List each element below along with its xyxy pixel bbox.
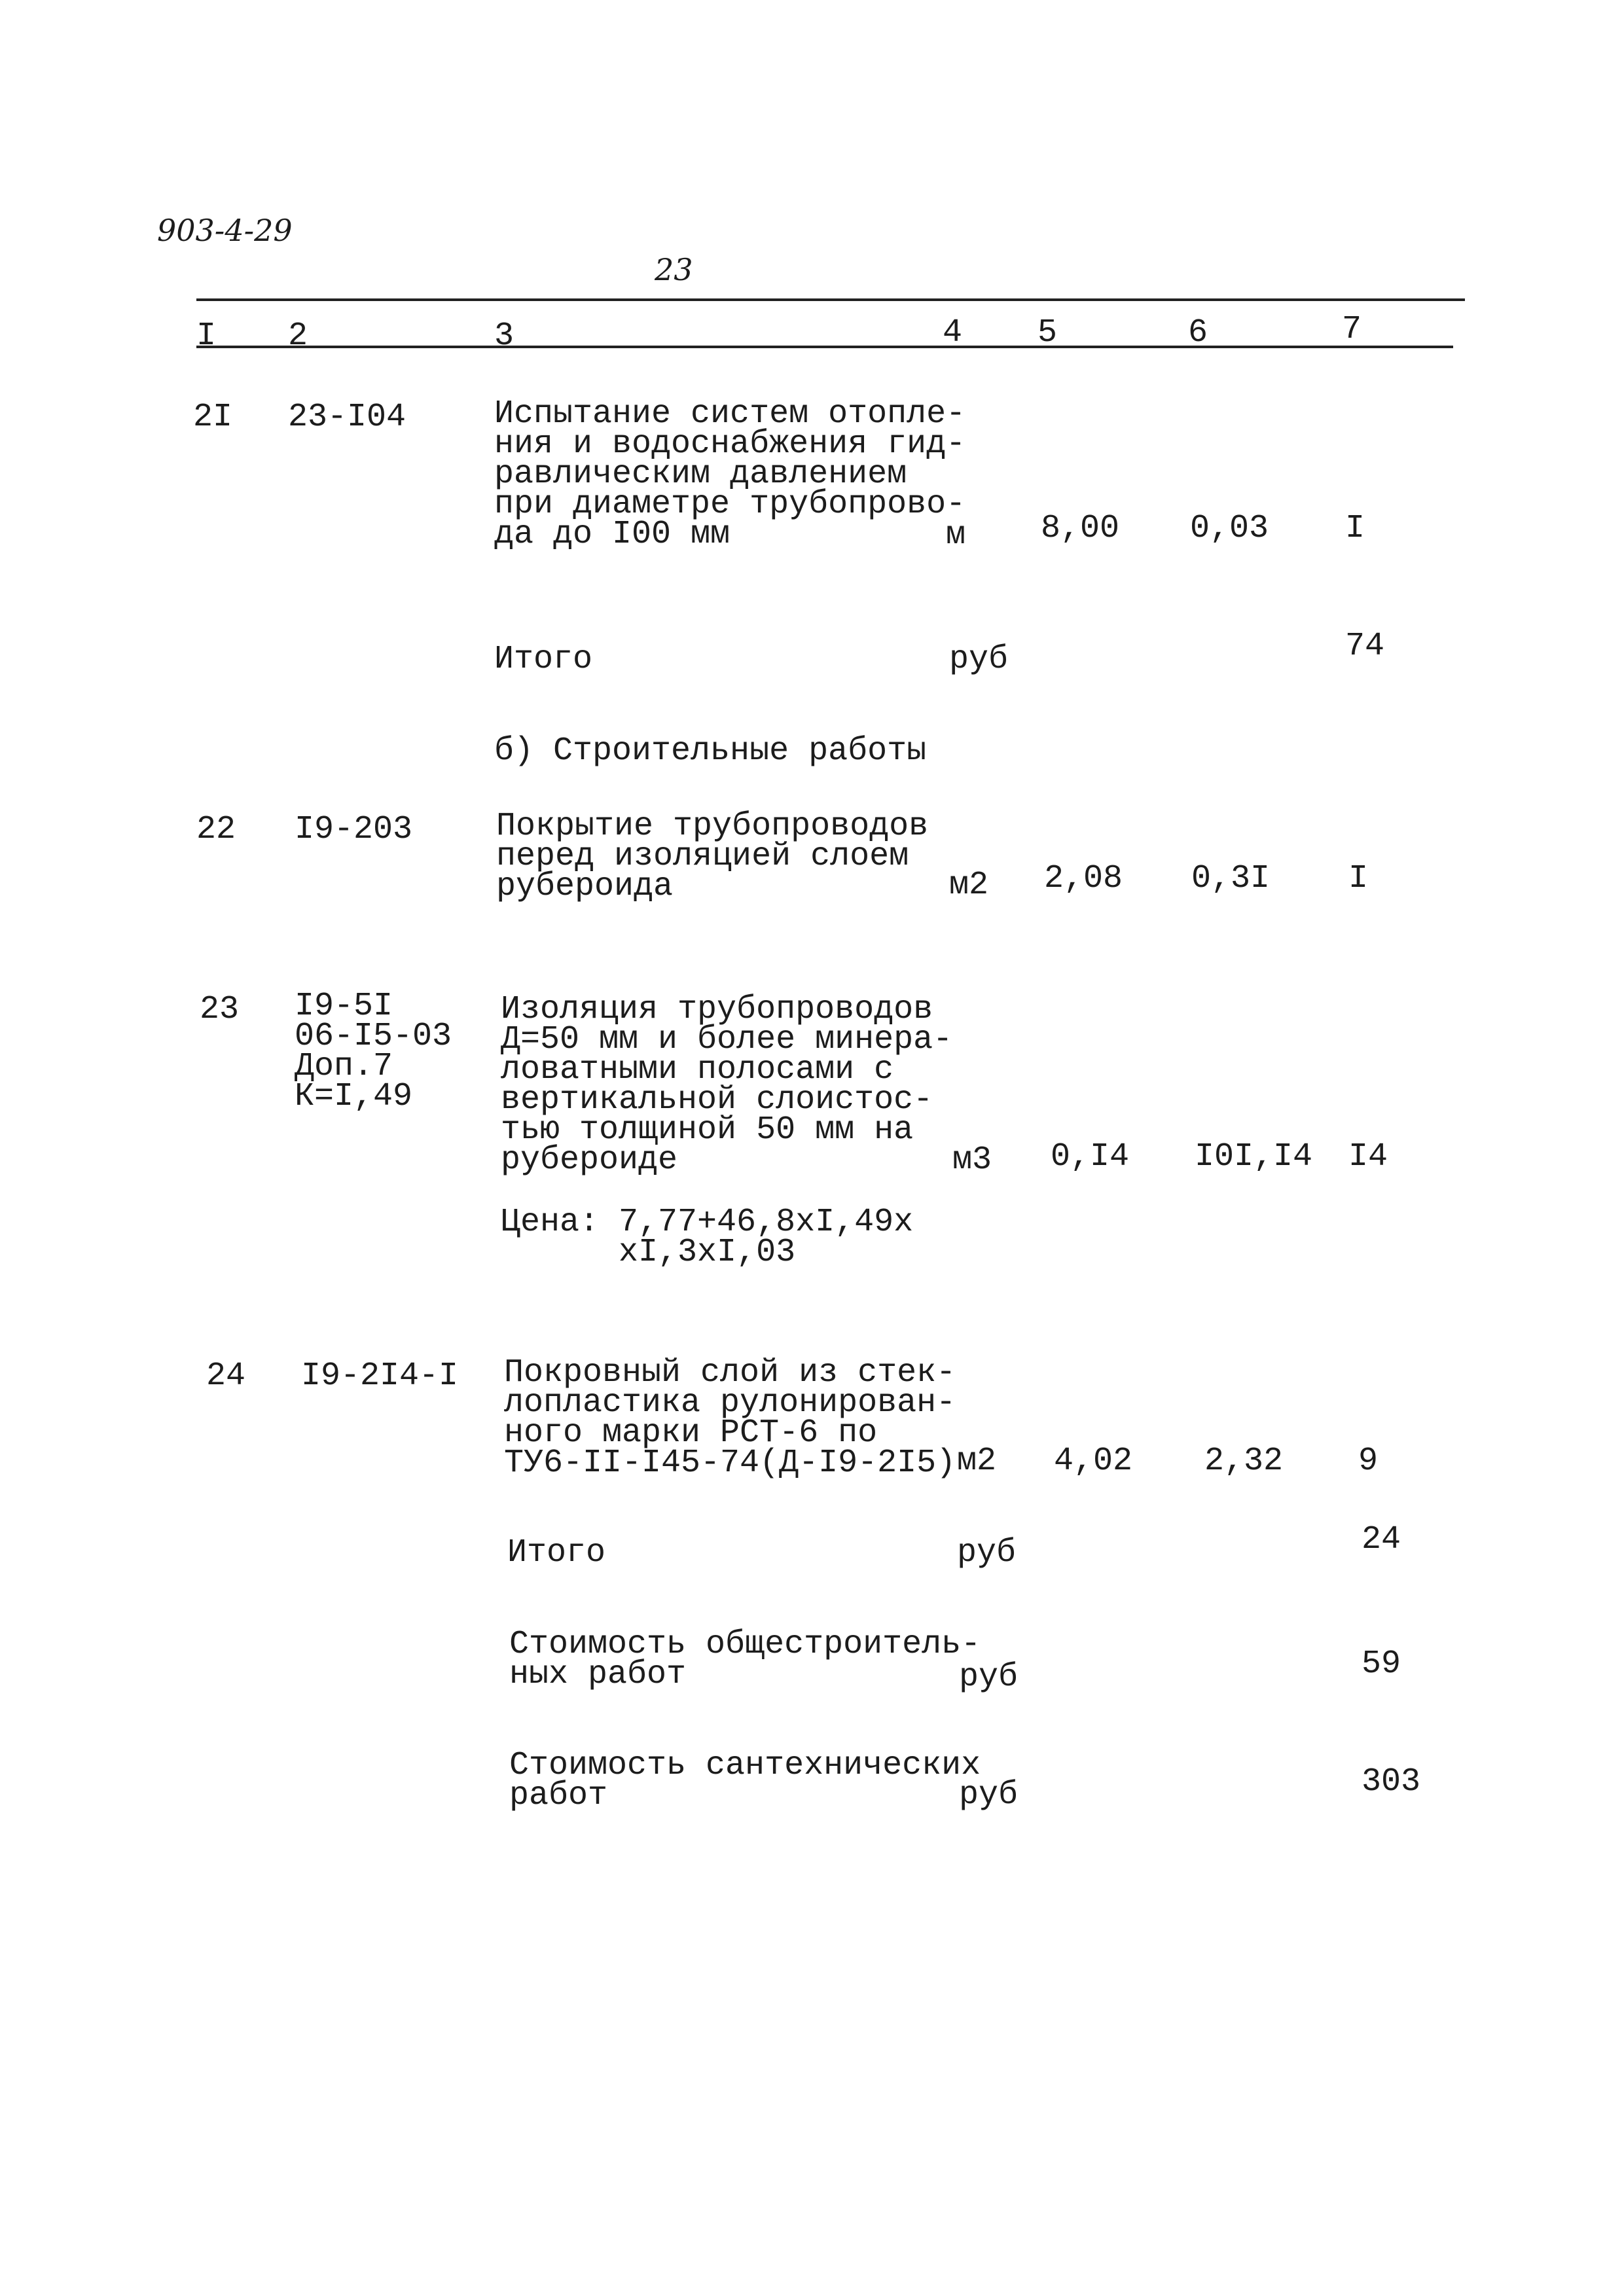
row-23-price: I0I,I4	[1195, 1138, 1313, 1175]
row-24-price: 2,32	[1204, 1443, 1284, 1480]
subtotal-3-value: 59	[1362, 1645, 1401, 1683]
row-24-unit: м2	[957, 1443, 997, 1480]
subtotal-2-label: Итого	[507, 1534, 606, 1571]
column-header-3: 3	[494, 317, 514, 355]
section-heading: б) Строительные работы	[494, 732, 927, 770]
row-21-description: Испытание систем отопле- ния и водоснабжения гид- равлическим давлением при диаметре трубопрово- да до I00 мм	[494, 395, 966, 553]
row-22-code: I9-203	[295, 811, 413, 848]
row-24-description: Покровный слой из стек- лопластика рулонирован- ного марки РСТ-6 по ТУ6-II-I45-74(Д-I9-2I5)	[504, 1354, 956, 1482]
row-24-quantity: 4,02	[1054, 1443, 1133, 1480]
row-24-code: I9-2I4-I	[301, 1357, 459, 1395]
subtotal-4-label: Стоимость сантехнических работ	[509, 1747, 981, 1814]
row-23-unit: м3	[952, 1141, 992, 1179]
subtotal-1-value: 74	[1345, 628, 1385, 665]
row-22-number: 22	[196, 811, 236, 848]
column-header-4: 4	[943, 314, 963, 351]
row-22-description: Покрытие трубопроводов перед изоляцией слоем рубероида	[496, 808, 929, 905]
row-24-number: 24	[206, 1357, 246, 1395]
subtotal-4-unit: руб	[959, 1776, 1019, 1814]
row-23-price-note: Цена: 7,77+46,8хI,49х хI,3хI,03	[501, 1204, 914, 1271]
subtotal-3-label: Стоимость общестроитель- ных работ	[509, 1626, 981, 1693]
column-header-6: 6	[1188, 314, 1208, 351]
subtotal-1-label: Итого	[494, 641, 593, 678]
row-22-price: 0,3I	[1191, 860, 1271, 897]
page-number: 23	[655, 252, 693, 287]
header-top-rule	[196, 298, 1465, 301]
header-bottom-rule	[196, 346, 1453, 348]
row-21-price: 0,03	[1190, 510, 1269, 547]
row-24-total: 9	[1358, 1443, 1379, 1480]
row-22-total: I	[1348, 860, 1369, 897]
row-23-total: I4	[1348, 1138, 1388, 1175]
row-22-unit: м2	[949, 867, 989, 904]
row-21-total: I	[1345, 510, 1365, 547]
subtotal-4-value: 303	[1362, 1763, 1421, 1801]
row-23-quantity: 0,I4	[1051, 1138, 1130, 1175]
row-21-number: 2I	[193, 399, 233, 436]
row-23-code: I9-5I 06-I5-03 Доп.7 К=I,49	[295, 988, 452, 1115]
document-code: 903-4-29	[157, 213, 293, 248]
row-23-description: Изоляция трубопроводов Д=50 мм и более минера- ловатными полосами с вертикальной слоистос- тью толщиной 50 мм на рубероиде	[501, 991, 953, 1179]
subtotal-2-value: 24	[1362, 1521, 1401, 1558]
subtotal-3-unit: руб	[959, 1659, 1019, 1696]
column-header-1: I	[196, 317, 217, 355]
row-21-code: 23-I04	[288, 399, 406, 436]
row-21-quantity: 8,00	[1041, 510, 1120, 547]
column-header-7: 7	[1342, 311, 1362, 348]
row-22-quantity: 2,08	[1044, 860, 1123, 897]
subtotal-1-unit: руб	[949, 641, 1009, 678]
column-header-2: 2	[288, 317, 308, 355]
subtotal-2-unit: руб	[957, 1534, 1017, 1571]
row-21-unit: м	[946, 516, 966, 554]
row-23-number: 23	[200, 991, 240, 1028]
column-header-5: 5	[1038, 314, 1058, 351]
